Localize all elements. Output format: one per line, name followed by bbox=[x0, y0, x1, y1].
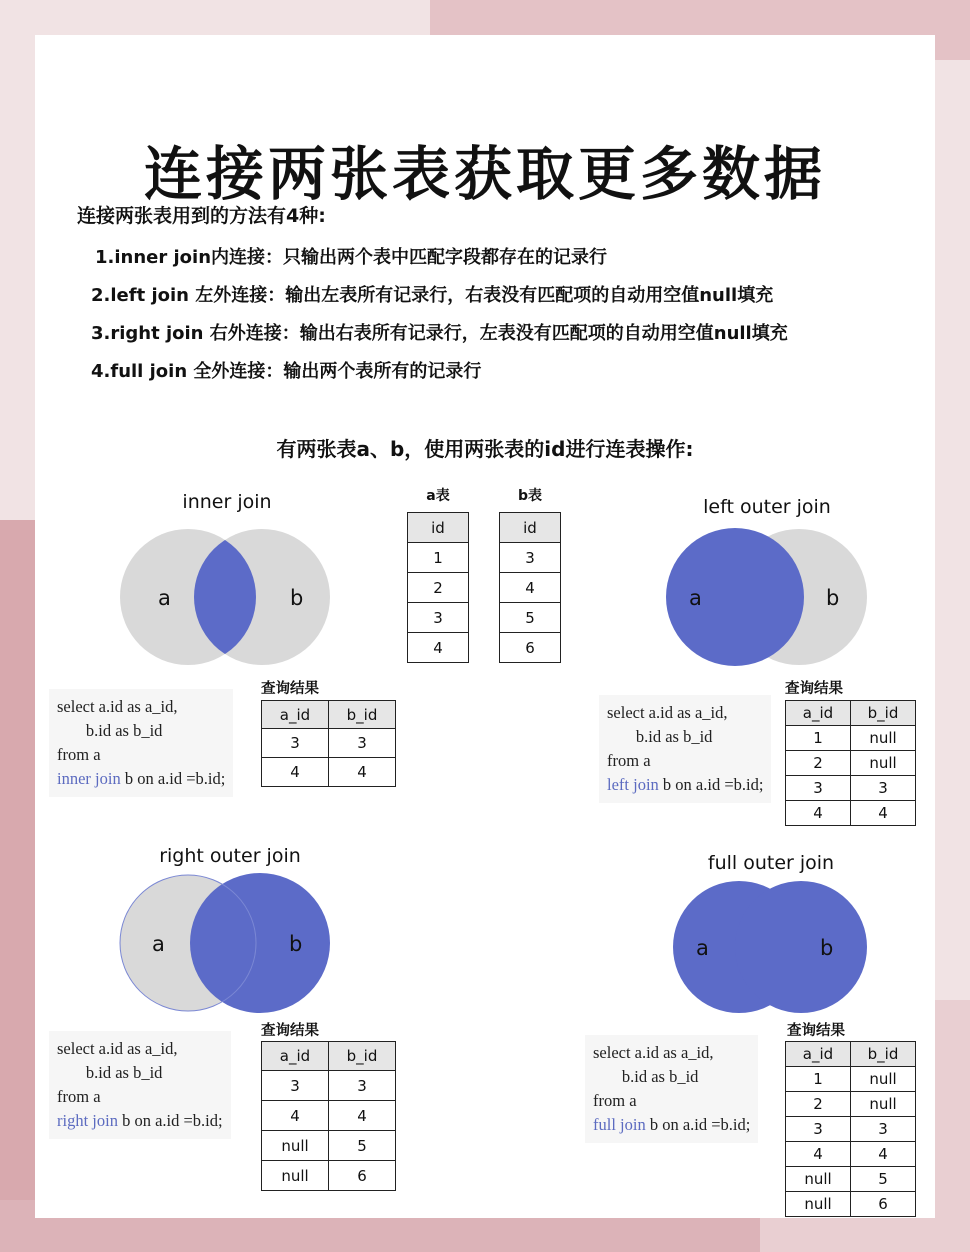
table-row: 3 bbox=[500, 543, 561, 573]
table-b-label: b表 bbox=[517, 488, 543, 504]
set-a-letter: a bbox=[689, 586, 702, 610]
set-b-letter: b bbox=[820, 936, 834, 960]
left-join-venn bbox=[660, 525, 875, 670]
content-card bbox=[35, 35, 935, 1218]
full-join-sql: select a.id as a_id, b.id as b_id from a full join b on a.id =b.id; bbox=[585, 1035, 758, 1143]
right-result-label: 查询结果 bbox=[261, 1023, 319, 1039]
sql-keyword: left join bbox=[607, 775, 659, 794]
table-row: 3 3 bbox=[262, 729, 396, 758]
set-a-letter: a bbox=[152, 932, 165, 956]
sql-keyword: full join bbox=[593, 1115, 646, 1134]
inner-result-table bbox=[261, 700, 396, 787]
set-a-circle bbox=[666, 528, 804, 666]
inner-join-title: inner join bbox=[182, 491, 272, 513]
full-join-venn bbox=[665, 875, 880, 1020]
join-point-4: 4.full join 全外连接：输出两个表所有的记录行 bbox=[91, 361, 482, 382]
table-row: 4 4 bbox=[262, 1101, 396, 1131]
table-row: 5 bbox=[500, 603, 561, 633]
table-row: null 6 bbox=[262, 1161, 396, 1191]
table-row: 3 3 bbox=[786, 1117, 916, 1142]
right-join-title: right outer join bbox=[159, 845, 301, 867]
join-point-1: 1.inner join内连接：只输出两个表中匹配字段都存在的记录行 bbox=[95, 247, 608, 268]
right-result-table bbox=[261, 1041, 396, 1191]
table-row: null 5 bbox=[786, 1167, 916, 1192]
sql-keyword: inner join bbox=[57, 769, 121, 788]
inner-join-venn bbox=[120, 525, 335, 670]
table-row: 1 null bbox=[786, 726, 916, 751]
right-join-sql: select a.id as a_id, b.id as b_id from a right join b on a.id =b.id; bbox=[49, 1031, 231, 1139]
table-row: 4 4 bbox=[786, 1142, 916, 1167]
full-result-label: 查询结果 bbox=[787, 1023, 845, 1039]
set-b-circle bbox=[190, 873, 330, 1013]
table-a-label: a表 bbox=[426, 488, 450, 504]
column-header: b_id bbox=[851, 1042, 916, 1067]
column-header: id bbox=[408, 513, 469, 543]
left-join-title: left outer join bbox=[703, 496, 831, 518]
full-join-title: full outer join bbox=[707, 852, 835, 874]
set-a-letter: a bbox=[696, 936, 709, 960]
page-title: 连接两张表获取更多数据 bbox=[143, 140, 826, 208]
set-b-letter: b bbox=[289, 932, 303, 956]
column-header: a_id bbox=[786, 701, 851, 726]
left-join-sql: select a.id as a_id, b.id as b_id from a left join b on a.id =b.id; bbox=[599, 695, 771, 803]
table-row: 2 null bbox=[786, 751, 916, 776]
column-header: b_id bbox=[329, 701, 396, 729]
table-row: 4 4 bbox=[786, 801, 916, 826]
table-row: 6 bbox=[500, 633, 561, 663]
table-row: 4 4 bbox=[262, 758, 396, 787]
full-result-table bbox=[785, 1041, 916, 1217]
set-b-circle bbox=[735, 881, 867, 1013]
table-row: 4 bbox=[500, 573, 561, 603]
column-header: a_id bbox=[262, 1042, 329, 1071]
intro-text: 连接两张表用到的方法有4种: bbox=[77, 205, 326, 227]
inner-join-sql: select a.id as a_id, b.id as b_id from a inner join b on a.id =b.id; bbox=[49, 689, 233, 797]
join-point-2: 2.left join 左外连接：输出左表所有记录行，右表没有匹配项的自动用空值null填充 bbox=[91, 285, 774, 306]
table-row: 1 bbox=[408, 543, 469, 573]
table-row: 2 bbox=[408, 573, 469, 603]
table-row: null 6 bbox=[786, 1192, 916, 1217]
left-result-table bbox=[785, 700, 916, 826]
inner-result-label: 查询结果 bbox=[261, 681, 319, 697]
column-header: a_id bbox=[262, 701, 329, 729]
set-a-letter: a bbox=[158, 586, 171, 610]
table-b bbox=[499, 512, 561, 663]
section-subtitle: 有两张表a、b，使用两张表的id进行连表操作: bbox=[276, 437, 694, 461]
table-row: 4 bbox=[408, 633, 469, 663]
background-shape bbox=[0, 520, 40, 1252]
table-a bbox=[407, 512, 469, 663]
column-header: b_id bbox=[851, 701, 916, 726]
table-row: null 5 bbox=[262, 1131, 396, 1161]
right-join-venn bbox=[120, 871, 335, 1016]
sql-keyword: right join bbox=[57, 1111, 118, 1130]
column-header: b_id bbox=[329, 1042, 396, 1071]
join-point-3: 3.right join 右外连接：输出右表所有记录行，左表没有匹配项的自动用空值null填充 bbox=[91, 323, 788, 344]
table-row: 3 3 bbox=[262, 1071, 396, 1101]
set-b-letter: b bbox=[290, 586, 304, 610]
column-header: id bbox=[500, 513, 561, 543]
table-row: 1 null bbox=[786, 1067, 916, 1092]
table-row: 3 3 bbox=[786, 776, 916, 801]
set-b-letter: b bbox=[826, 586, 840, 610]
left-result-label: 查询结果 bbox=[785, 681, 843, 697]
column-header: a_id bbox=[786, 1042, 851, 1067]
table-row: 2 null bbox=[786, 1092, 916, 1117]
table-row: 3 bbox=[408, 603, 469, 633]
